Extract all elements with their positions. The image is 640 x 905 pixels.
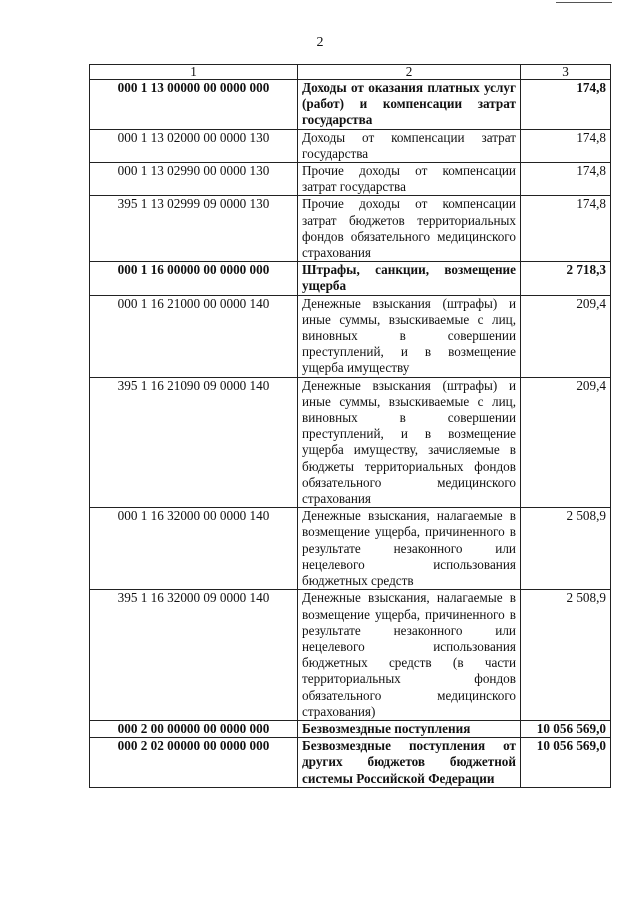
table-row [90, 738, 611, 788]
code-cell: 000 2 00 00000 00 0000 000 [90, 720, 298, 737]
name-cell: Доходы от компенсации затрат государства [298, 129, 521, 162]
name-cell: Прочие доходы от компенсации затрат бюджетов территориальных фондов обязательного медицинского страхования [298, 196, 521, 262]
header-col-1: 1 [90, 65, 298, 80]
table-row [90, 508, 611, 590]
code-cell: 000 1 13 00000 00 0000 000 [90, 80, 298, 130]
header-col-3: 3 [521, 65, 611, 80]
code-cell: 000 2 02 00000 00 0000 000 [90, 738, 298, 788]
amount-cell: 2 718,3 [521, 262, 611, 295]
code-cell: 000 1 16 00000 00 0000 000 [90, 262, 298, 295]
table-row [90, 80, 611, 130]
code-cell: 000 1 13 02990 00 0000 130 [90, 163, 298, 196]
scan-mark [556, 2, 612, 5]
table-row [90, 163, 611, 196]
amount-cell: 209,4 [521, 377, 611, 508]
page-number: 2 [316, 35, 324, 50]
table-row [90, 720, 611, 737]
name-cell: Денежные взыскания, налагаемые в возмещение ущерба, причиненного в результате незаконного или нецелевого использования бюджетных средств (в части территориальных фондов обязательного медицинского страхования) [298, 590, 521, 721]
amount-cell: 174,8 [521, 196, 611, 262]
name-cell: Денежные взыскания (штрафы) и иные суммы, взыскиваемые с лиц, виновных в совершении преступлений, и в возмещение ущерба имуществу, зачисляемые в бюджеты территориальных фондов обязательного медицинского страхования [298, 377, 521, 508]
amount-cell: 10 056 569,0 [521, 738, 611, 788]
name-cell: Безвозмездные поступления от других бюджетов бюджетной системы Российской Федерации [298, 738, 521, 788]
amount-cell: 174,8 [521, 129, 611, 162]
code-cell: 395 1 16 32000 09 0000 140 [90, 590, 298, 721]
amount-cell: 10 056 569,0 [521, 720, 611, 737]
name-cell: Прочие доходы от компенсации затрат государства [298, 163, 521, 196]
code-cell: 000 1 16 32000 00 0000 140 [90, 508, 298, 590]
code-cell: 000 1 13 02000 00 0000 130 [90, 129, 298, 162]
amount-cell: 2 508,9 [521, 508, 611, 590]
header-col-2: 2 [298, 65, 521, 80]
header-row [90, 65, 611, 80]
name-cell: Денежные взыскания, налагаемые в возмещение ущерба, причиненного в результате незаконного или нецелевого использования бюджетных средств [298, 508, 521, 590]
name-cell: Денежные взыскания (штрафы) и иные суммы, взыскиваемые с лиц, виновных в совершении преступлений, и в возмещение ущерба имуществу [298, 295, 521, 377]
name-cell: Штрафы, санкции, возмещение ущерба [298, 262, 521, 295]
table-row [90, 590, 611, 721]
amount-cell: 174,8 [521, 80, 611, 130]
table-row [90, 295, 611, 377]
amount-cell: 209,4 [521, 295, 611, 377]
table-row [90, 262, 611, 295]
table-row [90, 377, 611, 508]
name-cell: Безвозмездные поступления [298, 720, 521, 737]
code-cell: 395 1 13 02999 09 0000 130 [90, 196, 298, 262]
code-cell: 395 1 16 21090 09 0000 140 [90, 377, 298, 508]
name-cell: Доходы от оказания платных услуг (работ) и компенсации затрат государства [298, 80, 521, 130]
code-cell: 000 1 16 21000 00 0000 140 [90, 295, 298, 377]
amount-cell: 174,8 [521, 163, 611, 196]
table-row [90, 129, 611, 162]
table-row [90, 196, 611, 262]
revenue-table [89, 64, 611, 788]
amount-cell: 2 508,9 [521, 590, 611, 721]
